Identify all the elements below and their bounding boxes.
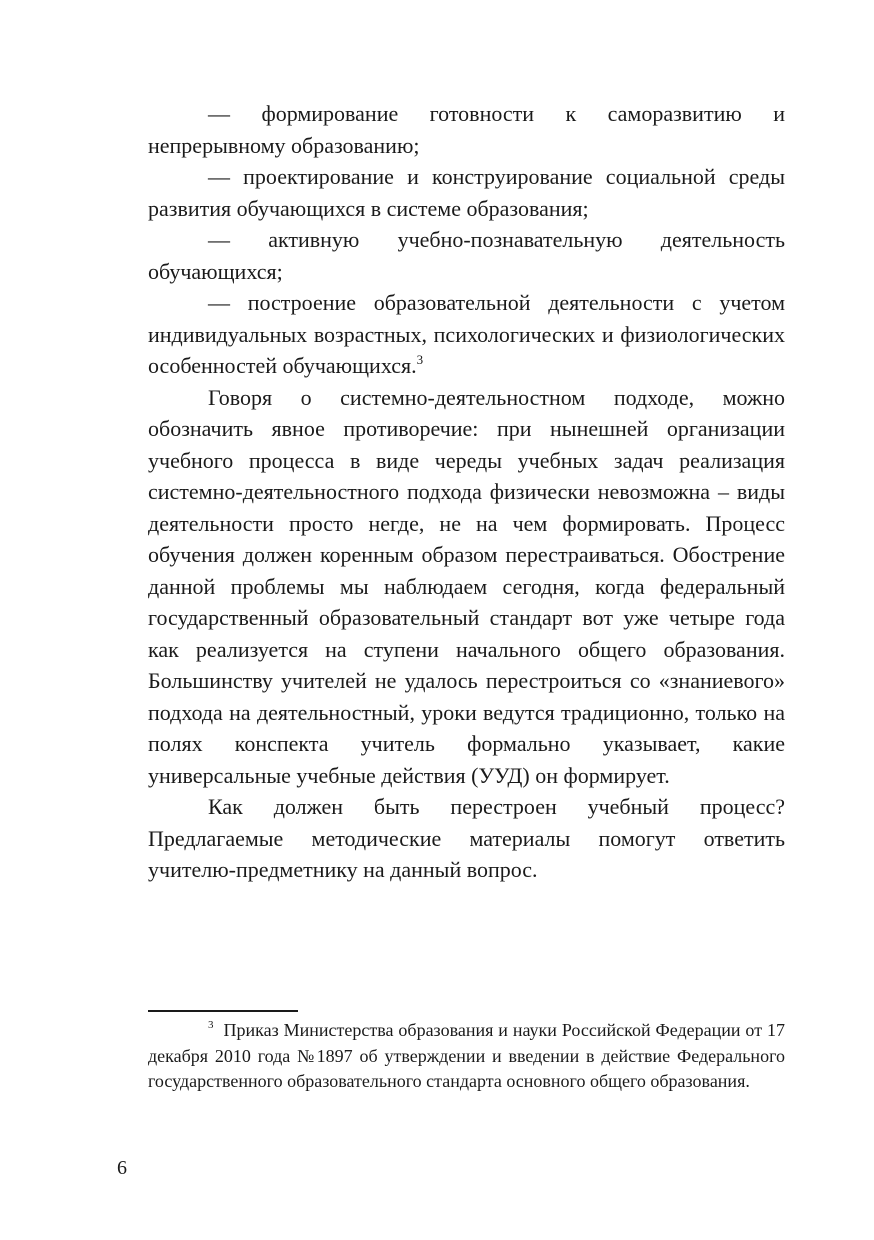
footnote-reference: 3 [416,352,424,367]
paragraph-text: — активную учебно-познавательную деятельность обучающихся; [148,227,785,284]
list-item-self-development [148,98,785,161]
footnote-marker: 3 [208,1019,214,1031]
footnote-text: Приказ Министерства образования и науки Российской Федерации от 17 декабря 2010 года №1897 об утверждении и введении в действие Федерального государственного образовательного стандарта основного общего образования. [148,1020,785,1091]
paragraph-restructuring-question [148,791,785,886]
page-number: 6 [117,1157,127,1179]
list-item-individual-features [148,287,785,382]
paragraph-system-activity-approach [148,382,785,792]
main-text [148,98,785,886]
paragraph-text: — формирование готовности к саморазвитию и непрерывному образованию; [148,101,785,158]
paragraph-text: — построение образовательной деятельности с учетом индивидуальных возрастных, психологических и физиологических особенностей обучающихся. [148,290,785,378]
footnote-divider [148,1010,298,1012]
paragraph-text: — проектирование и конструирование социальной среды развития обучающихся в системе образования; [148,164,785,221]
list-item-social-environment [148,161,785,224]
paragraph-text: Говоря о системно-деятельностном подходе, можно обозначить явное противоречие: при нынешней организации учебного процесса в виде череды учебных задач реализация системно-деятельностного подхода физически невозможна – виды деятельности просто негде, не на чем формировать. Процесс обучения должен коренным образом перестраиваться. Обострение данной проблемы мы наблюдаем сегодня, когда федеральный государственный образовательный стандарт вот уже четыре года как реализуется на ступени начального общего образования. Большинству учителей не удалось перестроиться со «знаниевого» подхода на деятельностный, уроки ведутся традиционно, только на полях конспекта учитель формально указывает, какие универсальные учебные действия (УУД) он формирует. [148,384,785,788]
footnote [148,1018,785,1095]
paragraph-text: Как должен быть перестроен учебный процесс? Предлагаемые методические материалы помогут ответить учителю-предметнику на данный вопрос. [148,794,785,882]
list-item-learning-activity [148,224,785,287]
